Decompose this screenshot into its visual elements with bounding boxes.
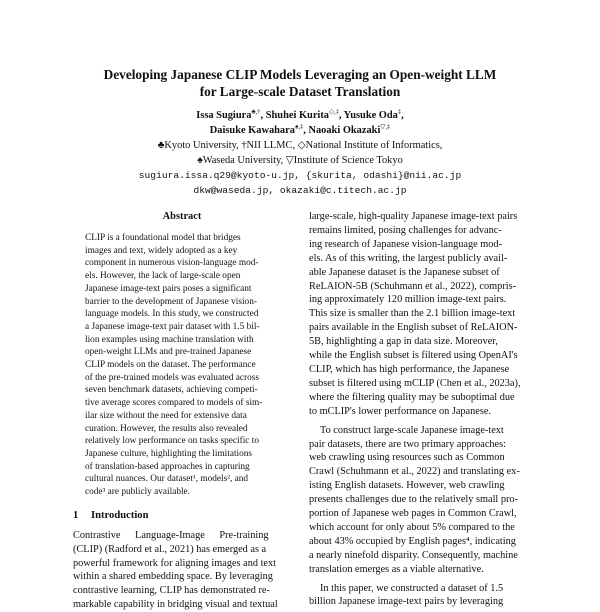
author-mark: ◇,‡	[328, 108, 339, 116]
body-paragraph-1	[309, 210, 531, 419]
body-line: which account for only about 5% compared to the	[309, 521, 515, 533]
body-paragraph-3	[309, 582, 531, 610]
body-line: portion of Japanese web pages in Common Crawl,	[309, 508, 517, 520]
author-name: Issa Sugiura	[196, 110, 252, 121]
body-line: ReLAION-5B (Schuhmann et al., 2022), compris-	[309, 280, 517, 292]
body-line: CLIP, which has high performance, the Japanese	[309, 363, 510, 375]
abstract-line: Japanese culture, highlighting the limitations	[85, 448, 253, 459]
body-paragraph-2	[309, 424, 531, 577]
title-line-2: for Large-scale Dataset Translation	[199, 84, 401, 99]
intro-line: markable capability in bridging visual and textual	[73, 599, 278, 611]
section-title: Introduction	[91, 509, 149, 521]
abstract-line: a Japanese image-text pair dataset with 1.5 bil-	[85, 321, 260, 332]
abstract-heading: Abstract	[162, 211, 202, 222]
body-line: To construct large-scale Japanese image-text	[320, 424, 504, 436]
body-line: pair datasets, there are two primary approaches:	[309, 438, 506, 450]
author-name: , Naoaki Okazaki	[303, 125, 381, 136]
body-line: able Japanese dataset is the Japanese subset of	[309, 266, 500, 278]
abstract-line: cultural nuances. Our dataset¹, models², and	[85, 474, 249, 485]
affiliation-line-1: ♣Kyoto University, †NII LLMC, ◇National Institute of Informatics,	[157, 140, 443, 151]
body-line: ing approximately 120 million image-text pairs.	[309, 294, 507, 306]
abstract-line: CLIP models on the dataset. The performance	[85, 360, 256, 371]
author-line-2	[40, 123, 560, 138]
abstract-line: Japanese image-text pairs poses a significant	[85, 283, 252, 294]
intro-line: (CLIP) (Radford et al., 2021) has emerged as a	[73, 543, 267, 555]
body-line: presents challenges due to the relatively small pro-	[309, 494, 519, 506]
abstract-line: seven benchmark datasets, achieving competi-	[85, 385, 258, 396]
body-line: to mCLIP's lower performance on Japanese.	[309, 405, 491, 417]
author-mark: ♣,†	[251, 108, 261, 116]
left-column	[73, 210, 291, 612]
author-name: , Yusuke Oda	[338, 110, 398, 121]
body-line: about 43% occupied by English pages⁴, indicating	[309, 535, 516, 547]
author-line-1	[40, 108, 560, 123]
abstract-line: els. However, the lack of large-scale open	[85, 271, 241, 282]
abstract-line: language models. In this study, we constructed	[85, 309, 259, 320]
body-line: ing research of Japanese vision-language mod-	[309, 238, 502, 250]
abstract-line: of translation-based approaches in capturing	[85, 461, 250, 472]
right-column	[309, 210, 531, 609]
abstract-line: barrier to the development of Japanese vision-	[85, 296, 257, 307]
author-name: , Shuhei Kurita	[260, 110, 329, 121]
abstract-line: lion examples using machine translation with	[85, 334, 254, 345]
title-line-1: Developing Japanese CLIP Models Leveraging an Open-weight LLM	[103, 67, 497, 82]
body-line: Crawl (Schuhmann et al., 2022) and translating ex-	[309, 466, 520, 478]
abstract-line: tive average scores compared to models of sim-	[85, 398, 263, 409]
author-mark: ▽,‡	[380, 123, 391, 131]
abstract-line: curation. However, the results also revealed	[85, 423, 248, 434]
body-line: subset is filtered using mCLIP (Chen et al., 2023a),	[309, 377, 521, 389]
abstract-line: component in numerous vision-language mod-	[85, 258, 259, 269]
body-line: isting English datasets. However, web crawling	[309, 480, 505, 492]
body-line: In this paper, we constructed a dataset of 1.5	[320, 582, 504, 594]
abstract-line: ilar size without the need for extensive data	[85, 410, 247, 421]
body-line: els. As of this writing, the largest publicly avail-	[309, 252, 508, 264]
author-mark: ‡	[397, 108, 402, 116]
intro-line: within a shared embedding space. By leveraging	[73, 571, 273, 583]
abstract-line: of the pre-trained models was evaluated across	[85, 372, 259, 383]
intro-line: contrastive learning, CLIP has demonstrated re-	[73, 585, 270, 597]
body-line: translation emerges as a viable alternative.	[309, 563, 484, 575]
section-number: 1	[73, 509, 79, 521]
email-line-2: dkw@waseda.jp, okazaki@c.titech.ac.jp	[193, 185, 407, 196]
body-line: This size is smaller than the 2.1 billion image-text	[309, 308, 516, 320]
section-heading	[73, 509, 291, 523]
abstract-body	[73, 232, 291, 499]
email-line-1: sugiura.issa.q29@kyoto-u.jp, {skurita, odashi}@nii.ac.jp	[138, 170, 462, 181]
body-line: where the filtering quality may be suboptimal due	[309, 391, 515, 403]
body-line: 5B, highlighting a gap in data size. Moreover,	[309, 336, 498, 348]
affiliation-line-2: ♠Waseda University, ▽Institute of Science Tokyo	[197, 155, 403, 166]
body-line: web crawling using resources such as Common	[309, 452, 505, 464]
author-separator: ,	[401, 110, 404, 121]
body-line: billion Japanese image-text pairs by leveraging	[309, 596, 504, 608]
abstract-line: images and text, widely adopted as a key	[85, 245, 238, 256]
abstract-line: relatively low performance on tasks specific to	[85, 436, 259, 447]
body-line: large-scale, high-quality Japanese image-text pairs	[309, 211, 518, 222]
paper-title	[40, 66, 560, 100]
abstract-line: open-weight LLMs and pre-trained Japanese	[85, 347, 252, 358]
body-line: a nearly ninefold disparity. Consequently, machine	[309, 549, 518, 561]
abstract-line: code³ are publicly available.	[85, 487, 191, 498]
body-line: while the English subset is filtered using OpenAI's	[309, 350, 518, 362]
abstract-line: CLIP is a foundational model that bridges	[85, 233, 241, 243]
intro-line: Contrastive Language-Image Pre-training	[73, 529, 269, 541]
intro-line: powerful framework for aligning images and text	[73, 557, 277, 569]
author-block	[40, 108, 560, 198]
author-name: Daisuke Kawahara	[209, 125, 295, 136]
body-line: pairs available in the English subset of ReLAION-	[309, 322, 518, 334]
author-mark: ♠,‡	[294, 123, 304, 131]
body-line: remains limited, posing challenges for advanc-	[309, 224, 502, 236]
